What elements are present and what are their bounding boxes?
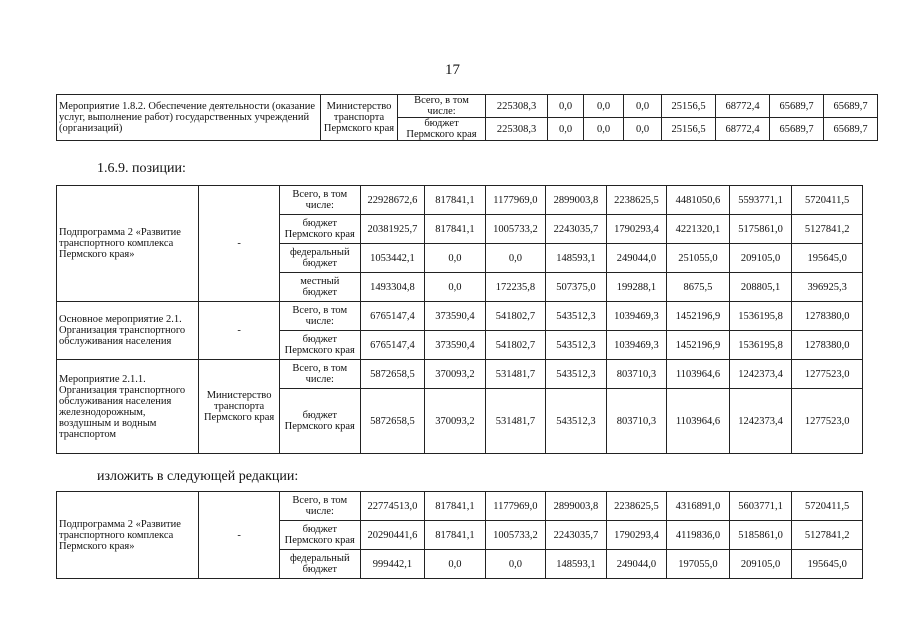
funding-source-label: Всего, в том числе: (279, 360, 360, 389)
value-cell: 817841,1 (425, 215, 486, 244)
value-cell: 1242373,4 (729, 389, 792, 454)
value-cell: 1005733,2 (485, 215, 546, 244)
value-cell: 20290441,6 (360, 521, 425, 550)
funding-source-label: бюджет Пермского края (279, 389, 360, 454)
value-cell: 195645,0 (792, 550, 863, 579)
row-name: Подпрограмма 2 «Развитие транспортного комплекса Пермского края» (57, 492, 199, 579)
value-cell: 817841,1 (425, 186, 486, 215)
value-cell: 2899003,8 (546, 186, 607, 215)
value-cell: 396925,3 (792, 273, 863, 302)
value-cell: 1103964,6 (667, 389, 730, 454)
value-cell: 5593771,1 (729, 186, 792, 215)
value-cell: 5603771,1 (729, 492, 792, 521)
funding-source-label: федеральный бюджет (279, 550, 360, 579)
value-cell: 22774513,0 (360, 492, 425, 521)
value-cell: 370093,2 (425, 389, 486, 454)
value-cell: 1278380,0 (792, 302, 863, 331)
table-subprogram-2-new-edition (56, 491, 863, 579)
value-cell: 5872658,5 (360, 360, 425, 389)
value-cell: 1452196,9 (667, 331, 730, 360)
value-cell: 543512,3 (546, 331, 607, 360)
value-cell: 68772,4 (716, 95, 770, 118)
value-cell: 199288,1 (606, 273, 667, 302)
value-cell: 1278380,0 (792, 331, 863, 360)
funding-source-label: бюджет Пермского края (279, 331, 360, 360)
table-measure-1-8-2 (56, 94, 878, 141)
value-cell: 803710,3 (606, 360, 667, 389)
value-cell: 0,0 (425, 550, 486, 579)
funding-source-label: бюджет Пермского края (279, 521, 360, 550)
value-cell: 0,0 (548, 118, 584, 141)
value-cell: 541802,7 (485, 331, 546, 360)
table1-body (57, 95, 878, 141)
value-cell: 1103964,6 (667, 360, 730, 389)
value-cell: 543512,3 (546, 389, 607, 454)
table-row (57, 360, 863, 389)
value-cell: 1790293,4 (606, 521, 667, 550)
value-cell: 2243035,7 (546, 521, 607, 550)
value-cell: 1005733,2 (485, 521, 546, 550)
value-cell: 5175861,0 (729, 215, 792, 244)
value-cell: 5872658,5 (360, 389, 425, 454)
value-cell: 1277523,0 (792, 360, 863, 389)
value-cell: 1452196,9 (667, 302, 730, 331)
row-executor: Министерство транспорта Пермского края (321, 95, 398, 141)
value-cell: 22928672,6 (360, 186, 425, 215)
table-row (57, 95, 878, 118)
value-cell: 0,0 (624, 95, 662, 118)
value-cell: 1790293,4 (606, 215, 667, 244)
funding-source-label: федеральный бюджет (279, 244, 360, 273)
value-cell: 6765147,4 (360, 331, 425, 360)
value-cell: 373590,4 (425, 331, 486, 360)
funding-source-label: Всего, в том числе: (279, 302, 360, 331)
funding-source-label: бюджет Пермского края (279, 215, 360, 244)
value-cell: 803710,3 (606, 389, 667, 454)
table3-body (57, 492, 863, 579)
table-subprogram-2-positions (56, 185, 863, 454)
value-cell: 2238625,5 (606, 186, 667, 215)
value-cell: 0,0 (425, 273, 486, 302)
value-cell: 0,0 (584, 95, 624, 118)
value-cell: 999442,1 (360, 550, 425, 579)
table2-body (57, 186, 863, 454)
value-cell: 543512,3 (546, 360, 607, 389)
value-cell: 4316891,0 (667, 492, 730, 521)
value-cell: 543512,3 (546, 302, 607, 331)
value-cell: 65689,7 (824, 118, 878, 141)
value-cell: 8675,5 (667, 273, 730, 302)
value-cell: 208805,1 (729, 273, 792, 302)
value-cell: 249044,0 (606, 550, 667, 579)
row-executor: - (199, 302, 280, 360)
value-cell: 507375,0 (546, 273, 607, 302)
row-name: Мероприятие 2.1.1. Организация транспортного обслуживания населения железнодорожным, воздушным и водным транспортом (57, 360, 199, 454)
value-cell: 817841,1 (425, 521, 486, 550)
value-cell: 249044,0 (606, 244, 667, 273)
value-cell: 0,0 (624, 118, 662, 141)
value-cell: 5185861,0 (729, 521, 792, 550)
value-cell: 65689,7 (770, 118, 824, 141)
value-cell: 1277523,0 (792, 389, 863, 454)
value-cell: 148593,1 (546, 550, 607, 579)
value-cell: 209105,0 (729, 550, 792, 579)
row-name: Мероприятие 1.8.2. Обеспечение деятельности (оказание услуг, выполнение работ) государственных учреждений (организаций) (57, 95, 321, 141)
value-cell: 65689,7 (770, 95, 824, 118)
funding-source-label: бюджет Пермского края (398, 118, 486, 141)
row-name: Подпрограмма 2 «Развитие транспортного комплекса Пермского края» (57, 186, 199, 302)
row-name: Основное мероприятие 2.1. Организация транспортного обслуживания населения (57, 302, 199, 360)
value-cell: 0,0 (485, 244, 546, 273)
value-cell: 373590,4 (425, 302, 486, 331)
funding-source-label: Всего, в том числе: (279, 492, 360, 521)
value-cell: 2238625,5 (606, 492, 667, 521)
value-cell: 25156,5 (662, 95, 716, 118)
value-cell: 209105,0 (729, 244, 792, 273)
value-cell: 65689,7 (824, 95, 878, 118)
value-cell: 5127841,2 (792, 215, 863, 244)
table-row (57, 186, 863, 215)
value-cell: 5720411,5 (792, 492, 863, 521)
value-cell: 172235,8 (485, 273, 546, 302)
value-cell: 5127841,2 (792, 521, 863, 550)
funding-source-label: местный бюджет (279, 273, 360, 302)
value-cell: 1039469,3 (606, 302, 667, 331)
funding-source-label: Всего, в том числе: (398, 95, 486, 118)
row-executor: - (199, 492, 280, 579)
value-cell: 197055,0 (667, 550, 730, 579)
value-cell: 1177969,0 (485, 186, 546, 215)
value-cell: 2243035,7 (546, 215, 607, 244)
row-executor: Министерство транспорта Пермского края (199, 360, 280, 454)
section-heading-new-edition: изложить в следующей редакции: (97, 469, 299, 484)
value-cell: 225308,3 (486, 95, 548, 118)
value-cell: 4221320,1 (667, 215, 730, 244)
value-cell: 251055,0 (667, 244, 730, 273)
value-cell: 148593,1 (546, 244, 607, 273)
page-number: 17 (445, 62, 460, 78)
value-cell: 370093,2 (425, 360, 486, 389)
section-heading-positions: 1.6.9. позиции: (97, 161, 186, 176)
value-cell: 225308,3 (486, 118, 548, 141)
value-cell: 1053442,1 (360, 244, 425, 273)
row-executor: - (199, 186, 280, 302)
value-cell: 531481,7 (485, 389, 546, 454)
table-row (57, 492, 863, 521)
value-cell: 0,0 (548, 95, 584, 118)
value-cell: 5720411,5 (792, 186, 863, 215)
value-cell: 541802,7 (485, 302, 546, 331)
value-cell: 1493304,8 (360, 273, 425, 302)
value-cell: 20381925,7 (360, 215, 425, 244)
value-cell: 0,0 (584, 118, 624, 141)
table-row (57, 302, 863, 331)
value-cell: 4119836,0 (667, 521, 730, 550)
value-cell: 25156,5 (662, 118, 716, 141)
value-cell: 817841,1 (425, 492, 486, 521)
value-cell: 1039469,3 (606, 331, 667, 360)
value-cell: 195645,0 (792, 244, 863, 273)
value-cell: 1536195,8 (729, 302, 792, 331)
value-cell: 1536195,8 (729, 331, 792, 360)
value-cell: 1177969,0 (485, 492, 546, 521)
funding-source-label: Всего, в том числе: (279, 186, 360, 215)
value-cell: 0,0 (485, 550, 546, 579)
value-cell: 4481050,6 (667, 186, 730, 215)
value-cell: 1242373,4 (729, 360, 792, 389)
value-cell: 0,0 (425, 244, 486, 273)
value-cell: 2899003,8 (546, 492, 607, 521)
value-cell: 6765147,4 (360, 302, 425, 331)
value-cell: 68772,4 (716, 118, 770, 141)
value-cell: 531481,7 (485, 360, 546, 389)
